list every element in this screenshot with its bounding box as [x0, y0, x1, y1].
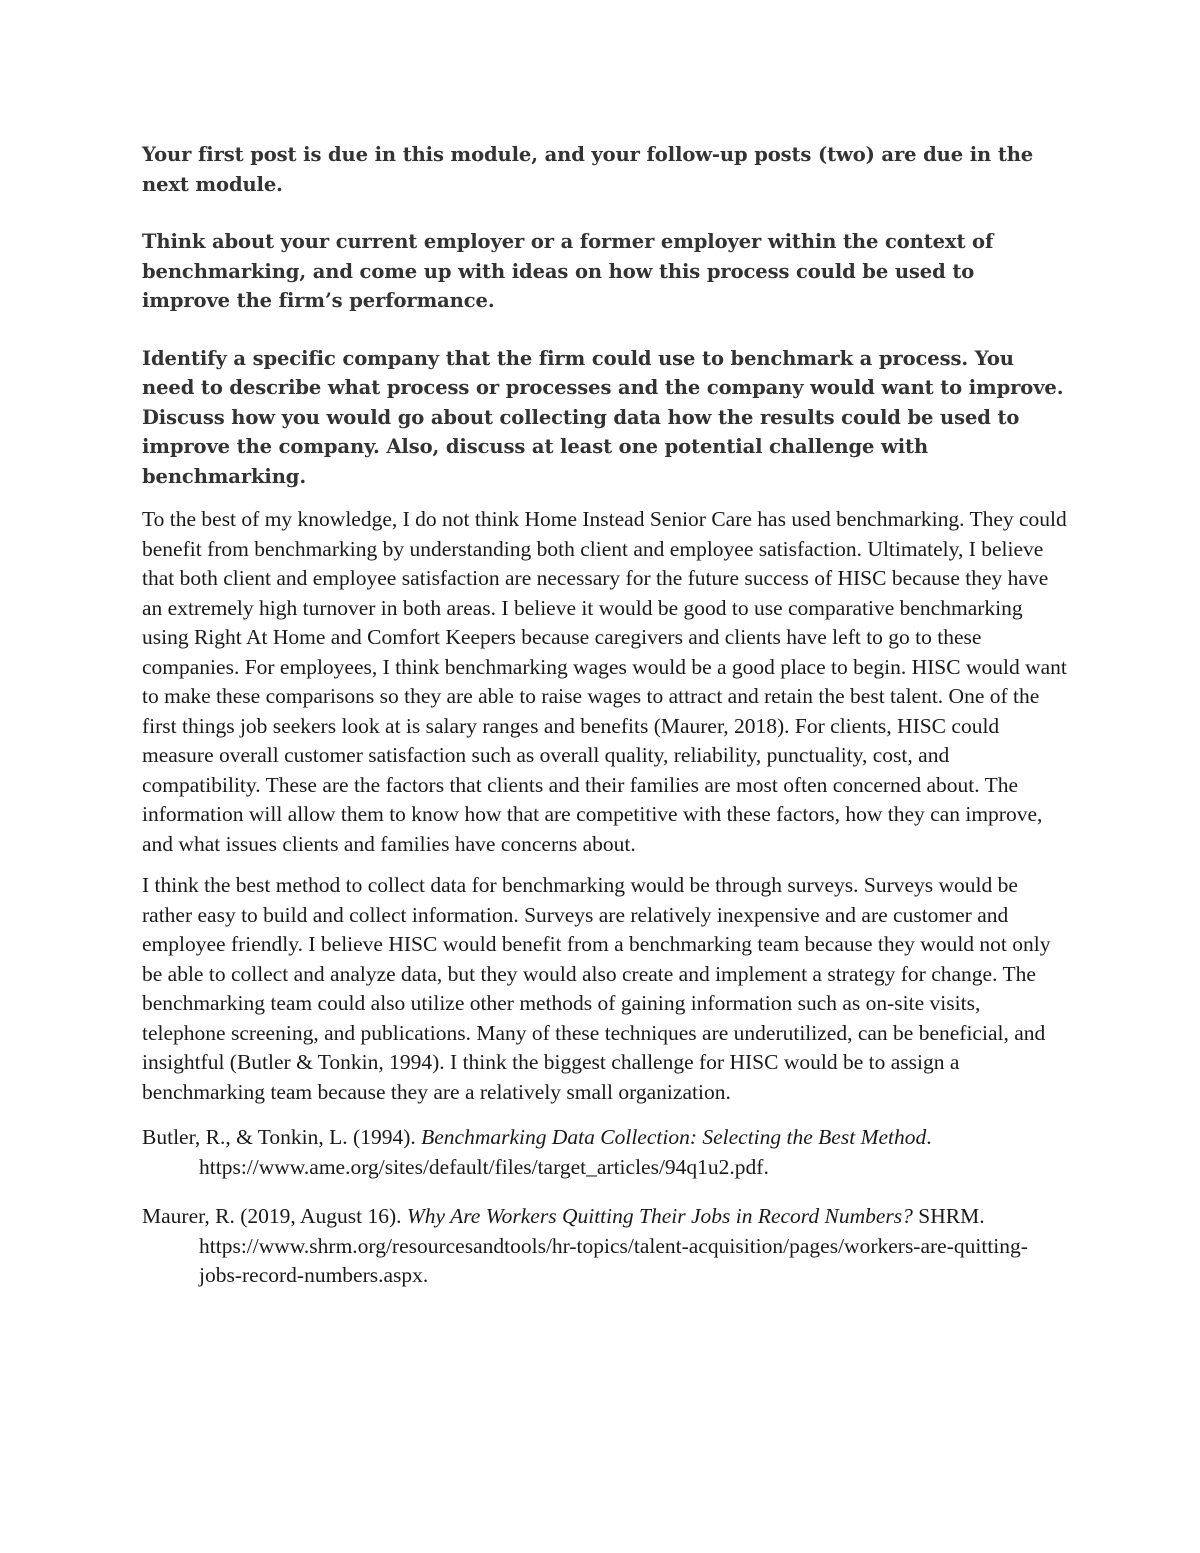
reference-title: Benchmarking Data Collection: Selecting the Best Method	[421, 1125, 927, 1149]
response-paragraph-1: To the best of my knowledge, I do not think Home Instead Senior Care has used benchmarking. They could benefit from benchmarking by understanding both client and employee satisfaction. Ultimately, I believe that both client and employee satisfaction are necessary for the future success of HISC because they have an extremely high turnover in both areas. I believe it would be good to use comparative benchmarking using Right At Home and Comfort Keepers because caregivers and clients have left to go to these companies. For employees, I think benchmarking wages would be a good place to begin. HISC would want to make these comparisons so they are able to raise wages to attract and retain the best talent. One of the first things job seekers look at is salary ranges and benefits (Maurer, 2018). For clients, HISC could measure overall customer satisfaction such as overall quality, reliability, punctuality, cost, and compatibility. These are the factors that clients and their families are most often concerned about. The information will allow them to know how that are competitive with these factors, how they can improve, and what issues clients and families have concerns about.	[142, 507, 1067, 856]
reference-authors: Butler, R., & Tonkin, L. (1994).	[142, 1125, 422, 1149]
reference-source: SHRM. https://www.shrm.org/resourcesandtools/hr-topics/talent-acquisition/pages/workers-are-quitting-jobs-record-numbers.aspx.	[199, 1204, 1028, 1287]
reference-authors: Maurer, R. (2019, August 16).	[142, 1204, 407, 1228]
reference-source: . https://www.ame.org/sites/default/files/target_articles/94q1u2.pdf.	[199, 1125, 932, 1179]
prompt-identify-company: Identify a specific company that the firm could use to benchmark a process. You need to describe what process or processes and the company would want to improve. Discuss how you would go about collecting data how the results could be used to improve the company. Also, discuss at least one potential challenge with benchmarking.	[142, 346, 1064, 488]
reference-list	[142, 1123, 1067, 1291]
reference-butler	[142, 1123, 1067, 1182]
prompt-due-dates: Your first post is due in this module, and your follow-up posts (two) are due in the next module.	[142, 143, 1034, 196]
reference-title: Why Are Workers Quitting Their Jobs in Record Numbers?	[406, 1204, 913, 1228]
response-paragraph-2: I think the best method to collect data for benchmarking would be through surveys. Surveys would be rather easy to build and collect information. Surveys are relatively inexpensive and are customer and employee friendly. I believe HISC would benefit from a benchmarking team because they would not only be able to collect and analyze data, but they would also create and implement a strategy for change. The benchmarking team could also utilize other methods of gaining information such as on-site visits, telephone screening, and publications. Many of these techniques are underutilized, can be beneficial, and insightful (Butler & Tonkin, 1994). I think the biggest challenge for HISC would be to assign a benchmarking team because they are a relatively small organization.	[142, 873, 1051, 1104]
prompt-employer-benchmarking: Think about your current employer or a former employer within the context of benchmarking, and come up with ideas on how this process could be used to improve the firm’s performance.	[142, 230, 994, 312]
document-page	[142, 140, 1067, 1311]
reference-maurer	[142, 1202, 1067, 1291]
